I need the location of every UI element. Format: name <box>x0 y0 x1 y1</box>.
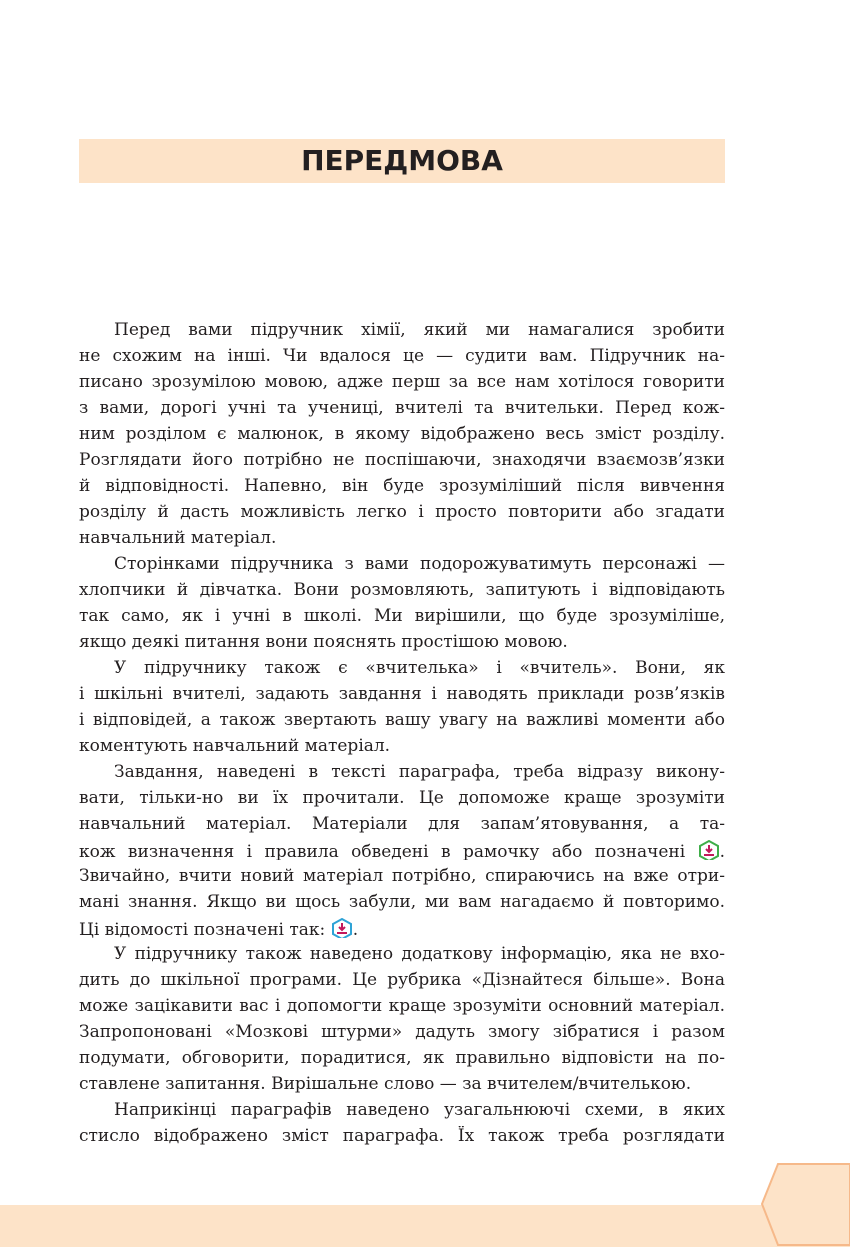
text-line <box>79 996 725 1016</box>
line-text: стисло відображено зміст параграфа. Їх також треба розглядати <box>79 1126 725 1146</box>
line-text: і шкільні вчителі, задають завдання і наводять приклади розв’язків <box>79 684 725 704</box>
line-text: може зацікавити вас і допомогти краще зрозуміти основний матеріал. <box>79 996 725 1016</box>
text-line <box>79 1100 725 1120</box>
line-text: дить до шкільної програми. Це рубрика «Дізнайтеся більше». Вона <box>79 970 725 990</box>
line-text: ним розділом є малюнок, в якому відображено весь зміст розділу. <box>79 424 725 444</box>
text-line <box>79 1022 725 1042</box>
line-text: Наприкінці параграфів наведено узагальнюючі схеми, в яких <box>114 1100 725 1120</box>
text-line <box>79 476 725 496</box>
text-line <box>79 450 725 470</box>
text-line <box>79 866 725 886</box>
line-text: подумати, обговорити, порадитися, як правильно відповісти на по- <box>79 1048 725 1068</box>
text-line <box>79 762 725 782</box>
line-text: Звичайно, вчити новий матеріал потрібно, спираючись на вже отри- <box>79 866 725 886</box>
reminder-icon <box>331 918 353 938</box>
line-text: мані знання. Якщо ви щось забули, ми вам нагадаємо й повторимо. <box>79 892 725 912</box>
text-line <box>79 736 725 756</box>
line-text: так само, як і учні в школі. Ми вирішили, що буде зрозуміліше, <box>79 606 725 626</box>
line-text: хлопчики й дівчатка. Вони розмовляють, запитують і відповідають <box>79 580 725 600</box>
line-text: писано зрозумілою мовою, адже перш за все нам хотілося говорити <box>79 372 725 392</box>
line-text: Розглядати його потрібно не поспішаючи, знаходячи взаємозв’язки <box>79 450 725 470</box>
line-punctuation: . <box>352 920 359 938</box>
text-line <box>79 320 725 340</box>
text-line <box>79 1126 725 1146</box>
line-text: Перед вами підручник хімії, який ми намагалися зробити <box>114 320 725 340</box>
text-line <box>79 502 725 522</box>
line-text: ставлене запитання. Вирішальне слово — за вчителем/вчителькою. <box>79 1074 692 1094</box>
line-text: розділу й дасть можливість легко і просто повторити або згадати <box>79 502 725 522</box>
text-line <box>79 788 725 808</box>
text-line <box>79 346 725 366</box>
text-line <box>79 918 725 938</box>
text-line <box>79 632 725 652</box>
text-line <box>79 528 725 548</box>
line-text: Сторінками підручника з вами подорожуватимуть персонажі — <box>114 554 725 574</box>
page-number-tab <box>760 1162 850 1247</box>
line-text: Завдання, наведені в тексті параграфа, треба відразу викону- <box>114 762 725 782</box>
text-line <box>79 840 725 860</box>
line-text: навчальний матеріал. <box>79 528 277 548</box>
line-text: У підручнику також є «вчителька» і «вчитель». Вони, як <box>114 658 725 678</box>
line-text: навчальний матеріал. Матеріали для запам’ятовування, а та- <box>79 814 725 834</box>
text-line <box>79 1048 725 1068</box>
text-line <box>79 658 725 678</box>
line-text: вати, тільки-но ви їх прочитали. Це допоможе краще зрозуміти <box>79 788 725 808</box>
line-text: якщо деякі питання вони пояснять простішою мовою. <box>79 632 568 652</box>
line-text: не схожим на інші. Чи вдалося це — судити вам. Підручник на- <box>79 346 725 366</box>
line-text: і відповідей, а також звертають вашу увагу на важливі моменти або <box>79 710 725 730</box>
text-line <box>79 814 725 834</box>
line-text: У підручнику також наведено додаткову інформацію, яка не вхо- <box>114 944 725 964</box>
line-text: кож визначення і правила обведені в рамочку або позначені <box>79 842 686 860</box>
memorize-icon <box>698 840 720 860</box>
line-text: коментують навчальний матеріал. <box>79 736 391 756</box>
text-line <box>79 554 725 574</box>
text-line <box>79 892 725 912</box>
text-line <box>79 580 725 600</box>
line-punctuation: . <box>719 842 725 860</box>
line-text: Ці відомості позначені так: <box>79 920 326 938</box>
text-line <box>79 372 725 392</box>
text-line <box>79 606 725 626</box>
line-text: й відповідності. Напевно, він буде зрозуміліший після вивчення <box>79 476 725 496</box>
text-line <box>79 710 725 730</box>
text-line <box>79 684 725 704</box>
title-banner <box>79 139 725 183</box>
page-title: ПЕРЕДМОВА <box>301 144 503 177</box>
text-line <box>79 1074 725 1094</box>
footer-band <box>0 1205 850 1247</box>
line-text: з вами, дорогі учні та учениці, вчителі та вчительки. Перед кож- <box>79 398 725 418</box>
text-line <box>79 398 725 418</box>
line-text: Запропоновані «Мозкові штурми» дадуть змогу зібратися і разом <box>79 1022 725 1042</box>
text-line <box>79 970 725 990</box>
text-line <box>79 944 725 964</box>
text-line <box>79 424 725 444</box>
